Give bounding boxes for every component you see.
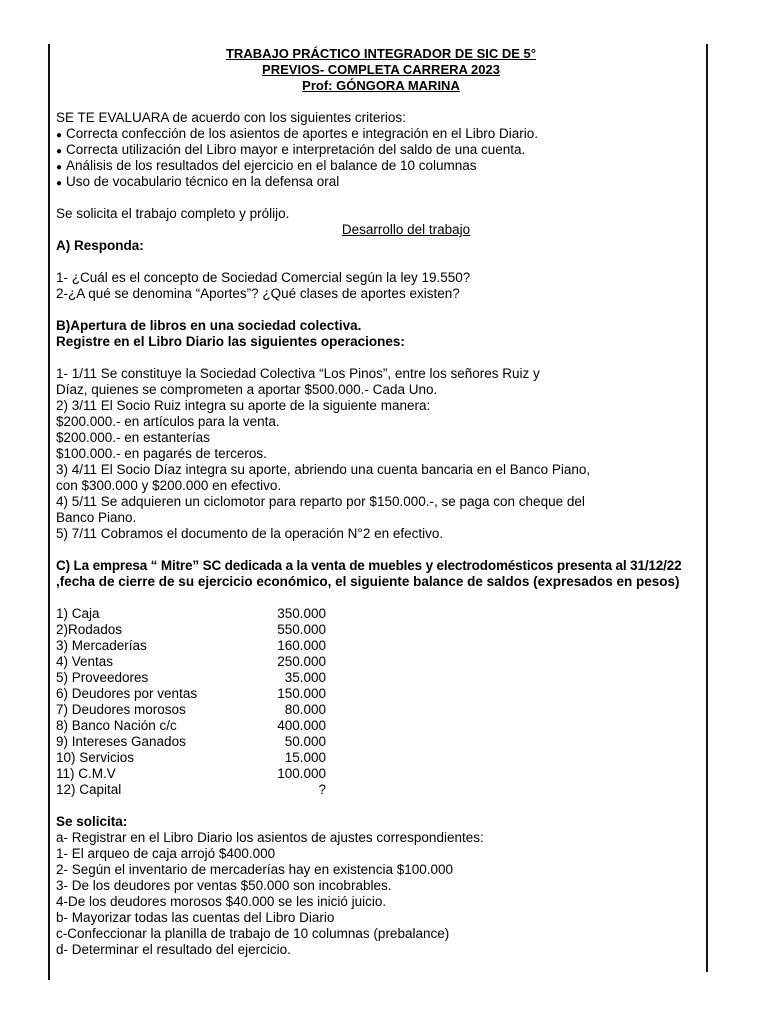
page-border-right [706,44,708,972]
operation-line: $100.000.- en pagarés de terceros. [56,446,267,461]
solicita-line: c-Confeccionar la planilla de trabajo de 10 columnas (prebalance) [56,926,450,941]
header-line-2: PREVIOS- COMPLETA CARRERA 2023 [262,62,500,77]
operation-line: 5) 7/11 Cobramos el documento de la operación N°2 en efectivo. [56,526,444,541]
page-border-left [48,44,50,980]
solicita-line: d- Determinar el resultado del ejercicio. [56,942,291,957]
balance-account: 9) Intereses Ganados [56,734,186,749]
balance-value: 250.000 [277,654,326,669]
balance-table [56,606,706,798]
balance-account: 4) Ventas [56,654,114,669]
balance-row [56,670,706,686]
balance-row [56,718,706,734]
development-title: Desarrollo del trabajo [341,222,471,237]
operation-line: 4) 5/11 Se adquieren un ciclomotor para reparto por $150.000.-, se paga con cheque del [56,494,585,509]
balance-account: 8) Banco Nación c/c [56,718,177,733]
balance-value: 550.000 [277,622,326,637]
solicita-line: 3- De los deudores por ventas $50.000 son incobrables. [56,878,392,893]
criteria-intro: SE TE EVALUARA de acuerdo con los siguientes criterios: [56,110,406,125]
balance-row [56,734,706,750]
criteria-item: ● Análisis de los resultados del ejercicio en el balance de 10 columnas [56,158,706,174]
header-line-3: Prof: GÓNGORA MARINA [302,78,460,93]
balance-account: 12) Capital [56,782,122,797]
operation-line: Díaz, quienes se comprometen a aportar $500.000.- Cada Uno. [56,382,438,397]
solicita-line: 1- El arqueo de caja arrojó $400.000 [56,846,276,861]
balance-row [56,654,706,670]
balance-value: ? [318,782,326,797]
operation-line: con $300.000 y $200.000 en efectivo. [56,478,282,493]
balance-row [56,766,706,782]
document-body [56,46,706,958]
criteria-item: ● Correcta utilización del Libro mayor e interpretación del saldo de una cuenta. [56,142,706,158]
balance-account: 1) Caja [56,606,100,621]
balance-account: 5) Proveedores [56,670,149,685]
criteria-item: ● Uso de vocabulario técnico en la defensa oral [56,174,706,190]
solicita-line: 2- Según el inventario de mercaderías hay en existencia $100.000 [56,862,454,877]
section-b-title-2: Registre en el Libro Diario las siguientes operaciones: [56,334,405,349]
balance-value: 15.000 [284,750,326,765]
section-c-title-1: C) La empresa “ Mitre” SC dedicada a la venta de muebles y electrodomésticos presenta al 31/12/22 [56,558,682,573]
balance-row [56,622,706,638]
section-b-title-1: B)Apertura de libros en una sociedad colectiva. [56,318,362,333]
balance-value: 350.000 [277,606,326,621]
balance-value: 400.000 [277,718,326,733]
balance-row [56,638,706,654]
balance-account: 2)Rodados [56,622,123,637]
balance-account: 7) Deudores morosos [56,702,186,717]
operation-line: Banco Piano. [56,510,137,525]
balance-row [56,686,706,702]
question-1: 1- ¿Cuál es el concepto de Sociedad Comercial según la ley 19.550? [56,270,471,285]
solicita-title: Se solicita: [56,814,128,829]
balance-account: 3) Mercaderías [56,638,147,653]
balance-row [56,702,706,718]
header-line-1: TRABAJO PRÁCTICO INTEGRADOR DE SIC DE 5° [225,46,536,61]
solicita-line: a- Registrar en el Libro Diario los asientos de ajustes correspondientes: [56,830,484,845]
operation-line: $200.000.- en artículos para la venta. [56,414,280,429]
solicita-line: 4-De los deudores morosos $40.000 se les inició juicio. [56,894,387,909]
operation-line: 2) 3/11 El Socio Ruiz integra su aporte de la siguiente manera: [56,398,431,413]
operation-line: $200.000.- en estanterías [56,430,210,445]
solicita-line: b- Mayorizar todas las cuentas del Libro Diario [56,910,335,925]
balance-row [56,750,706,766]
balance-account: 10) Servicios [56,750,135,765]
balance-row [56,606,706,622]
operation-line: 3) 4/11 El Socio Díaz integra su aporte, abriendo una cuenta bancaria en el Banco Piano, [56,462,591,477]
balance-value: 150.000 [277,686,326,701]
balance-value: 160.000 [277,638,326,653]
balance-value: 100.000 [277,766,326,781]
operation-line: 1- 1/11 Se constituye la Sociedad Colectiva “Los Pinos”, entre los señores Ruiz y [56,366,540,381]
question-2: 2-¿A qué se denomina “Aportes”? ¿Qué clases de aportes existen? [56,286,460,301]
section-a-title: A) Responda: [56,238,144,253]
balance-value: 80.000 [284,702,326,717]
request-text: Se solicita el trabajo completo y prólijo. [56,206,290,221]
criteria-item: ● Correcta confección de los asientos de aportes e integración en el Libro Diario. [56,126,706,142]
balance-account: 6) Deudores por ventas [56,686,198,701]
balance-value: 50.000 [284,734,326,749]
balance-account: 11) C.M.V [56,766,116,781]
balance-row [56,782,706,798]
balance-value: 35.000 [284,670,326,685]
section-c-title-2: ,fecha de cierre de su ejercicio económico, el siguiente balance de saldos (expresados en pesos) [56,574,680,589]
